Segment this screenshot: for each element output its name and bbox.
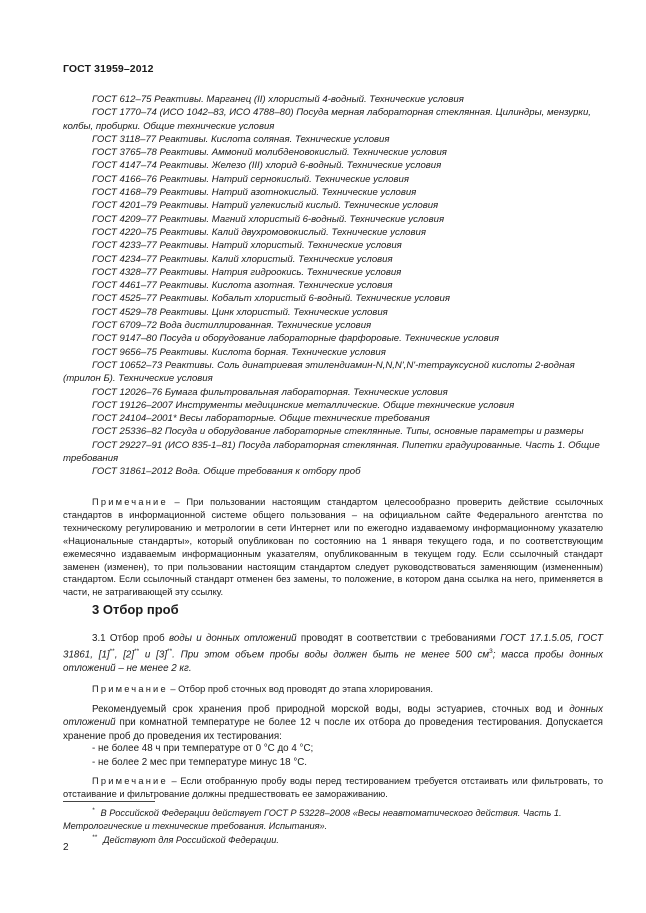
note-references	[63, 496, 603, 599]
reference-item: ГОСТ 3118–77 Реактивы. Кислота соляная. Технические условия	[92, 133, 390, 145]
reference-item: ГОСТ 4233–77 Реактивы. Натрий хлористый. Технические условия	[92, 240, 402, 252]
note-sampling	[63, 683, 603, 696]
reference-item: ГОСТ 612–75 Реактивы. Марганец (II) хлористый 4-водный. Технические условия	[92, 94, 464, 105]
reference-item: ГОСТ 4147–74 Реактивы. Железо (III) хлорид 6-водный. Технические условия	[92, 160, 442, 172]
paragraph-storage: Рекомендуемый срок хранения проб природной морской воды, воды эстуариев, сточных вод и донных отложений при комнатной температуре не более 12 ч после их отбора до проведения тестирования. Допускается хранение проб до проведения их тестирования:	[63, 704, 603, 742]
footnote: ** Действуют для Российской Федерации.	[92, 834, 279, 846]
reference-item: ГОСТ 4529–78 Реактивы. Цинк хлористый. Технические условия	[92, 306, 388, 318]
reference-item: ГОСТ 4209–77 Реактивы. Магний хлористый 6-водный. Технические условия	[92, 213, 445, 225]
reference-item: ГОСТ 25336–82 Посуда и оборудование лабораторные стеклянные. Типы, основные параметры и размеры	[92, 426, 584, 438]
reference-item: ГОСТ 4234–77 Реактивы. Калий хлористый. Технические условия	[92, 253, 393, 265]
reference-item: ГОСТ 12026–76 Бумага фильтровальная лабораторная. Технические условия	[92, 386, 448, 398]
document-header: ГОСТ 31959–2012	[63, 63, 154, 75]
normative-references-list	[63, 93, 603, 479]
reference-item: ГОСТ 3765–78 Реактивы. Аммоний молибденовокислый. Технические условия	[92, 147, 447, 159]
note-text: – Отбор проб сточных вод проводят до этапа хлорирования.	[167, 684, 433, 694]
note-label: Примечание	[92, 497, 168, 507]
note-text: – При пользовании настоящим стандартом целесообразно проверить действие ссылочных стандартов в информационной системе общего пользования – на официальном сайте Федерального агентства по техническому регулированию и метрологии в сети Интернет или по ежегодно издаваемому информационному указателю «Национальные стандарты», который опубликован по состоянию на 1 января текущего года, и по соответствующим ежемесячно издаваемым информационным указателям, опубликованным в текущем году. Если ссылочный стандарт заменен (изменен), то при пользовании настоящим стандартом следует руководствоваться заменяющим (измененным) стандартом. Если ссылочный стандарт отменен без замены, то положение, в котором дана ссылка на него, применяется в части, не затрагивающей эту ссылку.	[63, 497, 603, 598]
reference-item: ГОСТ 4201–79 Реактивы. Натрий углекислый кислый. Технические условия	[92, 200, 439, 212]
storage-condition-item: - не более 2 мес при температуре минус 18 °С.	[92, 757, 308, 768]
note-text: – Если отобранную пробу воды перед тестированием требуется отстаивать или фильтровать, то отстаивание и фильтрование должны предшествовать ее замораживанию.	[63, 776, 603, 799]
reference-item: ГОСТ 4220–75 Реактивы. Калий двухромовокислый. Технические условия	[92, 226, 426, 238]
paragraph-3-1: 3.1 Отбор проб воды и донных отложений проводят в соответствии с требованиями ГОСТ 17.1.5.05, ГОСТ 31861, [1]**, [2]** и [3]**. При этом объем пробы воды должен быть не менее 500 $см^3$; масса пробы донных отложений – не менее 2 кг.	[63, 633, 603, 674]
reference-item: ГОСТ 4328–77 Реактивы. Натрия гидроокись. Технические условия	[92, 266, 402, 278]
note-label: Примечание	[92, 684, 168, 694]
reference-item: ГОСТ 19126–2007 Инструменты медицинские металлические. Общие технические условия	[92, 399, 515, 411]
footnote-divider	[63, 801, 155, 802]
reference-item: ГОСТ 4166–76 Реактивы. Натрий сернокислый. Технические условия	[92, 173, 409, 185]
reference-item: ГОСТ 24104–2001* Весы лабораторные. Общие технические требования	[92, 413, 430, 425]
section-title: 3 Отбор проб	[92, 602, 179, 617]
page-number: 2	[63, 842, 69, 853]
note-label: Примечание	[92, 776, 168, 786]
footnote: * В Российской Федерации действует ГОСТ Р 53228–2008 «Весы неавтоматического действия. Часть 1. Метрологические и технические требования. Испытания».	[63, 807, 562, 831]
reference-item: ГОСТ 29227–91 (ИСО 835-1–81) Посуда лабораторная стеклянная. Пипетки градуированные. Часть 1. Общие требования	[63, 439, 600, 465]
reference-item: ГОСТ 1770–74 (ИСО 1042–83, ИСО 4788–80) Посуда мерная лабораторная стеклянная. Цилиндры, мензурки, колбы, пробирки. Общие технические условия	[63, 107, 591, 132]
reference-item: ГОСТ 9656–75 Реактивы. Кислота борная. Технические условия	[92, 346, 386, 358]
reference-item: ГОСТ 9147–80 Посуда и оборудование лабораторные фарфоровые. Технические условия	[92, 333, 499, 345]
note-filtering	[63, 775, 603, 801]
reference-item: ГОСТ 4525–77 Реактивы. Кобальт хлористый 6-водный. Технические условия	[92, 293, 451, 305]
reference-item: ГОСТ 10652–73 Реактивы. Соль динатриевая этилендиамин-N,N,N',N'-тетрауксусной кислоты 2-водная (трилон Б). Технические условия	[63, 359, 575, 385]
reference-item: ГОСТ 6709–72 Вода дистиллированная. Технические условия	[92, 320, 372, 332]
reference-item: ГОСТ 31861–2012 Вода. Общие требования к отбору проб	[92, 466, 361, 478]
footnotes	[63, 805, 603, 847]
storage-condition-item: - не более 48 ч при температуре от 0 °С до 4 °С;	[92, 743, 314, 754]
reference-item: ГОСТ 4461–77 Реактивы. Кислота азотная. Технические условия	[92, 280, 393, 292]
reference-item: ГОСТ 4168–79 Реактивы. Натрий азотнокислый. Технические условия	[92, 187, 417, 199]
